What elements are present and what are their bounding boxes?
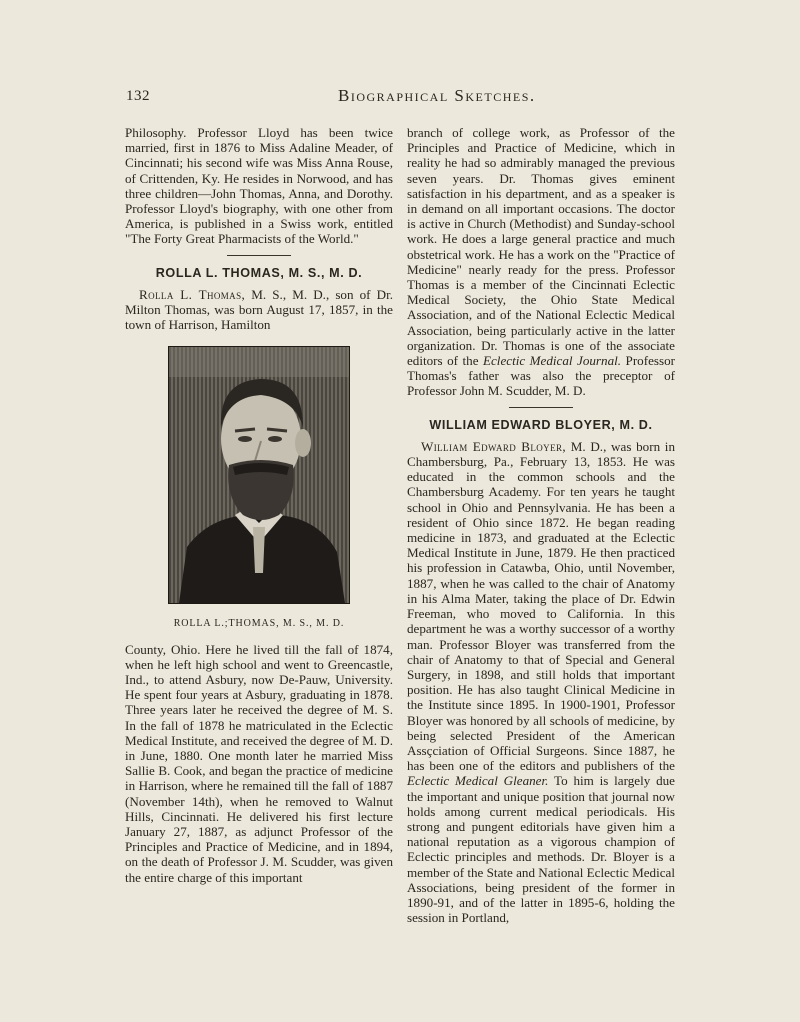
bloyer-section-heading: WILLIAM EDWARD BLOYER, M. D. — [429, 417, 653, 432]
thomas-career-text: branch of college work, as Professor of the Principles and Practice of Medicine, which in reality he had so admirably managed the previous seven years. Dr. Thomas gives eminent satisfaction in his department, and as a speaker is in demand on all important occasions. The doctor is active in Church (Methodist) and Sunday-school work. He does a large general practice and much obstetrical work. He has a work on the "Practice of Medicine" nearly ready for the press. Professor Thomas is a member of the Cincinnati Eclectic Medical Society, the Ohio State Medical Association, and of the National Eclectic Medical Association, being particularly active in the latter organization. Dr. Thomas is one of the associate editors of the — [407, 125, 675, 369]
section-divider — [509, 407, 573, 408]
bloyer-paragraph — [407, 439, 675, 926]
eclectic-medical-journal-title: Eclectic Medical Journal. — [483, 353, 622, 369]
thomas-career-text-end: Professor Thomas's father was also the preceptor of Professor John M. Scudder, M. D. — [407, 353, 675, 399]
page-header — [126, 82, 686, 112]
right-column — [407, 125, 675, 925]
running-head: Biographical Sketches. — [338, 86, 536, 105]
page-number: 132 — [126, 88, 150, 104]
eclectic-medical-gleaner-title: Eclectic Medical Gleaner. — [407, 773, 549, 789]
thomas-continuation-paragraph: County, Ohio. Here he lived till the fall of 1874, when he left high school and went to Greencastle, Ind., to attend Asbury, now De-Pauw, University. He spent four years at Asbury, graduating in 1878. Three years later he received the degree of M. S. In the fall of 1878 he matriculated in the Eclectic Medical Institute, and received the degree of M. D. in June, 1880. One month later he married Miss Sallie B. Cook, and began the practice of medicine in Harrison, where he remained till the fall of 1887 (November 14th), when he removed to Walnut Hills, Cincinnati. He delivered his first lecture January 27, 1887, as adjunct Professor of the Principles and Practice of Medicine, and in 1894, on the death of Professor J. M. Scudder, was given the entire charge of this important — [125, 641, 393, 885]
lloyd-continuation-paragraph: Philosophy. Professor Lloyd has been twice married, first in 1876 to Miss Adaline Meader, of Cincinnati; his second wife was Miss Anna Rouse, of Crittenden, Ky. He resides in Norwood, and has three children—John Thomas, Anna, and Dorothy. Professor Lloyd's biography, with one other from America, is published in a Swiss work, entitled "The Forty Great Pharmacists of the World." — [125, 125, 393, 247]
bloyer-text: M. D., was born in Chambersburg, Pa., February 13, 1853. He was educated in the common schools and the Chambersburg Academy. For ten years he taught school in Ohio and Pennsylvania. He has been a resident of Ohio since 1872. He began reading medicine in 1873, and graduated at the Eclectic Medical Institute in June, 1879. He then practiced his profession in Catawba, Ohio, until November, 1887, when he was called to the chair of Anatomy in his Alma Mater, taking the place of Dr. Edwin Freeman, who moved to California. In this department he was a worthy successor of a worthy man. Professor Bloyer was transferred from the chair of Anatomy to that of Special and General Surgery, in 1898, and still holds that important position. He has also taught Clinical Medicine in the Institute since 1895. In 1900-1901, Professor Bloyer was honored by all schools of medicine, by being selected President of the American Assçciation of Official Surgeons. Since 1887, he has been one of the editors and publishers of the — [407, 438, 675, 774]
bloyer-text-end: To him is largely due the important and unique position that journal now holds among current medical periodicals. His strong and pungent editorials have given him a national reputation as a vigorous champion of Eclectic principles and methods. Dr. Bloyer is a member of the State and National Eclectic Medical Associations, being president of the former in 1890-91, and of the latter in 1895-6, holding the session in Portland, — [407, 773, 675, 926]
thomas-career-paragraph — [407, 125, 675, 399]
thomas-lead-text: M. S., M. D., son of Dr. Milton Thomas, was born August 17, 1857, in the town of Harrison, Hamilton — [125, 286, 393, 333]
thomas-section-heading: ROLLA L. THOMAS, M. S., M. D. — [155, 265, 363, 280]
left-column — [125, 125, 393, 885]
section-divider — [227, 255, 291, 256]
portrait-image — [168, 346, 350, 604]
thomas-lead-name: Rolla L. Thomas, — [139, 286, 246, 302]
thomas-lead-paragraph — [125, 287, 393, 333]
portrait-figure — [168, 346, 350, 604]
portrait-caption: ROLLA L.;THOMAS, M. S., M. D. — [173, 618, 345, 630]
portrait-photo — [169, 347, 349, 603]
bloyer-lead-name: William Edward Bloyer, — [421, 438, 567, 454]
